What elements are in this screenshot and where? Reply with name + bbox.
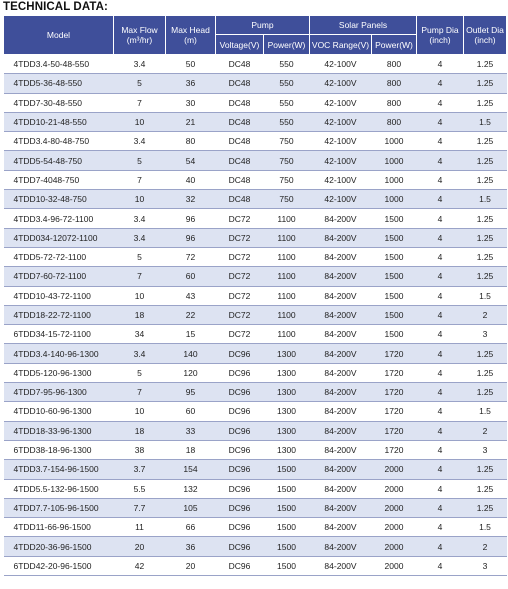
cell-model: 4TDD18-22-72-1100	[4, 305, 114, 324]
cell-panel-power: 800	[372, 55, 417, 74]
cell-voltage: DC72	[216, 305, 264, 324]
header-solar-panels: Solar Panels	[310, 16, 417, 35]
table-row	[4, 247, 507, 266]
cell-voc-range: 42-100V	[310, 74, 372, 93]
table-row	[4, 267, 507, 286]
table-row	[4, 74, 507, 93]
cell-max-flow: 7	[114, 383, 166, 402]
cell-pump-dia: 4	[417, 363, 464, 382]
cell-voltage: DC96	[216, 440, 264, 459]
cell-model: 6TDD38-18-96-1300	[4, 440, 114, 459]
cell-pump-dia: 4	[417, 518, 464, 537]
cell-max-head: 54	[166, 151, 216, 170]
table-row	[4, 228, 507, 247]
table-row	[4, 286, 507, 305]
header-max-flow: Max Flow (m³/hr)	[114, 16, 166, 55]
cell-panel-power: 1720	[372, 440, 417, 459]
cell-max-head: 120	[166, 363, 216, 382]
cell-outlet-dia: 2	[464, 537, 507, 556]
cell-outlet-dia: 1.25	[464, 55, 507, 74]
cell-max-flow: 34	[114, 325, 166, 344]
cell-model: 6TDD42-20-96-1500	[4, 556, 114, 575]
table-row	[4, 460, 507, 479]
cell-pump-dia: 4	[417, 498, 464, 517]
header-max-head: Max Head (m)	[166, 16, 216, 55]
cell-max-head: 36	[166, 74, 216, 93]
cell-model: 4TDD10-32-48-750	[4, 190, 114, 209]
cell-panel-power: 1500	[372, 228, 417, 247]
cell-model: 4TDD7.7-105-96-1500	[4, 498, 114, 517]
cell-outlet-dia: 1.5	[464, 190, 507, 209]
cell-pump-power: 1500	[264, 498, 310, 517]
cell-pump-power: 550	[264, 55, 310, 74]
cell-pump-power: 1300	[264, 402, 310, 421]
cell-max-flow: 3.7	[114, 460, 166, 479]
cell-voltage: DC96	[216, 344, 264, 363]
cell-max-head: 32	[166, 190, 216, 209]
table-row	[4, 305, 507, 324]
cell-outlet-dia: 1.25	[464, 74, 507, 93]
cell-voc-range: 84-200V	[310, 421, 372, 440]
cell-model: 4TDD5-36-48-550	[4, 74, 114, 93]
cell-pump-dia: 4	[417, 170, 464, 189]
cell-pump-dia: 4	[417, 247, 464, 266]
cell-pump-dia: 4	[417, 537, 464, 556]
cell-voc-range: 42-100V	[310, 132, 372, 151]
cell-pump-dia: 4	[417, 228, 464, 247]
cell-voc-range: 84-200V	[310, 537, 372, 556]
cell-outlet-dia: 1.25	[464, 498, 507, 517]
cell-voc-range: 84-200V	[310, 228, 372, 247]
cell-panel-power: 1720	[372, 402, 417, 421]
cell-outlet-dia: 3	[464, 556, 507, 575]
cell-pump-dia: 4	[417, 325, 464, 344]
cell-pump-dia: 4	[417, 132, 464, 151]
cell-outlet-dia: 1.25	[464, 132, 507, 151]
cell-panel-power: 2000	[372, 460, 417, 479]
table-row	[4, 132, 507, 151]
cell-pump-dia: 4	[417, 151, 464, 170]
cell-voltage: DC48	[216, 190, 264, 209]
cell-outlet-dia: 2	[464, 305, 507, 324]
cell-model: 4TDD3.4-80-48-750	[4, 132, 114, 151]
cell-voltage: DC96	[216, 460, 264, 479]
cell-model: 4TDD10-60-96-1300	[4, 402, 114, 421]
header-pump-power: Power(W)	[264, 35, 310, 55]
cell-pump-power: 1300	[264, 363, 310, 382]
cell-pump-power: 1100	[264, 305, 310, 324]
cell-pump-dia: 4	[417, 74, 464, 93]
cell-max-flow: 42	[114, 556, 166, 575]
cell-max-flow: 10	[114, 112, 166, 131]
cell-outlet-dia: 2	[464, 421, 507, 440]
cell-max-head: 21	[166, 112, 216, 131]
cell-max-flow: 7	[114, 267, 166, 286]
cell-model: 4TDD5-72-72-1100	[4, 247, 114, 266]
cell-panel-power: 2000	[372, 479, 417, 498]
cell-model: 4TDD3.4-140-96-1300	[4, 344, 114, 363]
cell-max-flow: 20	[114, 537, 166, 556]
cell-voltage: DC96	[216, 479, 264, 498]
header-voltage: Voltage(V)	[216, 35, 264, 55]
cell-max-head: 105	[166, 498, 216, 517]
header-voc-range: VOC Range(V)	[310, 35, 372, 55]
cell-panel-power: 1720	[372, 344, 417, 363]
cell-pump-power: 1100	[264, 247, 310, 266]
cell-outlet-dia: 1.25	[464, 209, 507, 228]
cell-panel-power: 800	[372, 93, 417, 112]
table-row	[4, 93, 507, 112]
cell-panel-power: 1500	[372, 267, 417, 286]
cell-max-flow: 5.5	[114, 479, 166, 498]
cell-model: 4TDD3.7-154-96-1500	[4, 460, 114, 479]
cell-max-flow: 7	[114, 93, 166, 112]
page-heading: TECHNICAL DATA:	[3, 1, 108, 13]
cell-max-head: 60	[166, 402, 216, 421]
cell-max-flow: 5	[114, 247, 166, 266]
table-row	[4, 440, 507, 459]
cell-pump-dia: 4	[417, 305, 464, 324]
cell-pump-power: 1100	[264, 209, 310, 228]
cell-pump-dia: 4	[417, 267, 464, 286]
cell-panel-power: 2000	[372, 537, 417, 556]
cell-panel-power: 2000	[372, 556, 417, 575]
cell-pump-power: 1100	[264, 267, 310, 286]
cell-pump-dia: 4	[417, 421, 464, 440]
cell-pump-power: 550	[264, 93, 310, 112]
cell-voltage: DC72	[216, 247, 264, 266]
table-row	[4, 325, 507, 344]
cell-outlet-dia: 1.25	[464, 344, 507, 363]
cell-model: 4TDD7-95-96-1300	[4, 383, 114, 402]
cell-max-head: 33	[166, 421, 216, 440]
cell-voc-range: 84-200V	[310, 383, 372, 402]
cell-voltage: DC96	[216, 421, 264, 440]
cell-pump-dia: 4	[417, 112, 464, 131]
cell-voltage: DC96	[216, 363, 264, 382]
cell-outlet-dia: 1.5	[464, 518, 507, 537]
table-row	[4, 363, 507, 382]
cell-panel-power: 1000	[372, 170, 417, 189]
cell-pump-power: 1300	[264, 344, 310, 363]
header-panel-power: Power(W)	[372, 35, 417, 55]
cell-panel-power: 1000	[372, 132, 417, 151]
cell-outlet-dia: 3	[464, 440, 507, 459]
cell-panel-power: 2000	[372, 518, 417, 537]
cell-outlet-dia: 1.25	[464, 228, 507, 247]
table-row	[4, 518, 507, 537]
cell-voc-range: 84-200V	[310, 402, 372, 421]
cell-panel-power: 1500	[372, 286, 417, 305]
cell-model: 4TDD7-60-72-1100	[4, 267, 114, 286]
cell-voltage: DC48	[216, 112, 264, 131]
cell-model: 4TDD20-36-96-1500	[4, 537, 114, 556]
cell-pump-power: 1100	[264, 228, 310, 247]
cell-max-flow: 3.4	[114, 55, 166, 74]
cell-voc-range: 84-200V	[310, 556, 372, 575]
cell-voltage: DC72	[216, 228, 264, 247]
cell-max-head: 43	[166, 286, 216, 305]
cell-pump-power: 1300	[264, 421, 310, 440]
cell-voltage: DC72	[216, 267, 264, 286]
cell-max-head: 18	[166, 440, 216, 459]
cell-pump-power: 1500	[264, 518, 310, 537]
cell-max-flow: 11	[114, 518, 166, 537]
cell-pump-dia: 4	[417, 286, 464, 305]
cell-pump-power: 750	[264, 151, 310, 170]
cell-panel-power: 1500	[372, 247, 417, 266]
header-outlet-dia: Outlet Dia (inch)	[464, 16, 507, 55]
header-pump: Pump	[216, 16, 310, 35]
cell-voc-range: 84-200V	[310, 479, 372, 498]
cell-max-head: 60	[166, 267, 216, 286]
cell-model: 4TDD18-33-96-1300	[4, 421, 114, 440]
cell-model: 4TDD10-21-48-550	[4, 112, 114, 131]
cell-panel-power: 2000	[372, 498, 417, 517]
cell-model: 4TDD5-120-96-1300	[4, 363, 114, 382]
cell-pump-dia: 4	[417, 383, 464, 402]
cell-max-flow: 10	[114, 286, 166, 305]
cell-panel-power: 1000	[372, 151, 417, 170]
table-header	[4, 16, 507, 55]
cell-voltage: DC96	[216, 556, 264, 575]
table-row	[4, 344, 507, 363]
cell-outlet-dia: 1.25	[464, 267, 507, 286]
cell-max-head: 132	[166, 479, 216, 498]
cell-pump-power: 1100	[264, 325, 310, 344]
cell-pump-dia: 4	[417, 209, 464, 228]
cell-voltage: DC96	[216, 498, 264, 517]
cell-max-head: 72	[166, 247, 216, 266]
cell-model: 4TDD10-43-72-1100	[4, 286, 114, 305]
cell-max-head: 30	[166, 93, 216, 112]
cell-voc-range: 84-200V	[310, 460, 372, 479]
cell-voltage: DC72	[216, 325, 264, 344]
cell-max-flow: 18	[114, 421, 166, 440]
cell-panel-power: 1720	[372, 363, 417, 382]
cell-max-flow: 3.4	[114, 132, 166, 151]
cell-voltage: DC48	[216, 170, 264, 189]
cell-voc-range: 84-200V	[310, 498, 372, 517]
cell-pump-dia: 4	[417, 479, 464, 498]
cell-outlet-dia: 1.5	[464, 286, 507, 305]
cell-pump-dia: 4	[417, 55, 464, 74]
cell-voc-range: 84-200V	[310, 247, 372, 266]
cell-voltage: DC96	[216, 537, 264, 556]
table-body	[4, 55, 507, 576]
cell-outlet-dia: 1.25	[464, 170, 507, 189]
cell-pump-power: 1300	[264, 383, 310, 402]
cell-max-head: 22	[166, 305, 216, 324]
cell-panel-power: 800	[372, 112, 417, 131]
table-row	[4, 55, 507, 74]
cell-pump-dia: 4	[417, 344, 464, 363]
cell-voc-range: 84-200V	[310, 344, 372, 363]
cell-voc-range: 84-200V	[310, 440, 372, 459]
header-pump-dia: Pump Dia (inch)	[417, 16, 464, 55]
cell-pump-power: 1500	[264, 479, 310, 498]
cell-outlet-dia: 1.5	[464, 402, 507, 421]
cell-max-flow: 38	[114, 440, 166, 459]
cell-max-head: 154	[166, 460, 216, 479]
cell-voltage: DC48	[216, 132, 264, 151]
cell-model: 6TDD34-15-72-1100	[4, 325, 114, 344]
cell-voltage: DC48	[216, 93, 264, 112]
cell-voc-range: 42-100V	[310, 151, 372, 170]
cell-pump-dia: 4	[417, 402, 464, 421]
cell-outlet-dia: 3	[464, 325, 507, 344]
cell-voc-range: 84-200V	[310, 286, 372, 305]
cell-model: 4TDD7-30-48-550	[4, 93, 114, 112]
cell-voltage: DC96	[216, 383, 264, 402]
table-row	[4, 537, 507, 556]
technical-data-table	[3, 15, 507, 576]
table-row	[4, 383, 507, 402]
cell-pump-dia: 4	[417, 440, 464, 459]
cell-outlet-dia: 1.25	[464, 479, 507, 498]
cell-max-head: 50	[166, 55, 216, 74]
cell-max-head: 140	[166, 344, 216, 363]
cell-max-head: 80	[166, 132, 216, 151]
cell-pump-dia: 4	[417, 190, 464, 209]
cell-voltage: DC72	[216, 286, 264, 305]
cell-voltage: DC48	[216, 55, 264, 74]
cell-voltage: DC96	[216, 402, 264, 421]
cell-voc-range: 84-200V	[310, 325, 372, 344]
cell-pump-dia: 4	[417, 556, 464, 575]
cell-voc-range: 42-100V	[310, 55, 372, 74]
cell-outlet-dia: 1.5	[464, 112, 507, 131]
cell-panel-power: 1500	[372, 305, 417, 324]
cell-panel-power: 1720	[372, 383, 417, 402]
cell-pump-power: 1500	[264, 537, 310, 556]
cell-voc-range: 42-100V	[310, 170, 372, 189]
cell-pump-power: 750	[264, 170, 310, 189]
cell-max-head: 96	[166, 209, 216, 228]
cell-max-head: 96	[166, 228, 216, 247]
cell-max-head: 40	[166, 170, 216, 189]
cell-model: 4TDD3.4-96-72-1100	[4, 209, 114, 228]
cell-model: 4TDD5-54-48-750	[4, 151, 114, 170]
cell-max-head: 20	[166, 556, 216, 575]
cell-max-flow: 18	[114, 305, 166, 324]
cell-max-flow: 5	[114, 151, 166, 170]
cell-voc-range: 42-100V	[310, 190, 372, 209]
cell-max-head: 36	[166, 537, 216, 556]
cell-pump-power: 550	[264, 112, 310, 131]
cell-model: 4TDD5.5-132-96-1500	[4, 479, 114, 498]
cell-voc-range: 42-100V	[310, 112, 372, 131]
cell-pump-power: 1100	[264, 286, 310, 305]
table-row	[4, 151, 507, 170]
cell-model: 4TDD3.4-50-48-550	[4, 55, 114, 74]
cell-outlet-dia: 1.25	[464, 460, 507, 479]
table-row	[4, 498, 507, 517]
cell-max-flow: 3.4	[114, 228, 166, 247]
cell-pump-dia: 4	[417, 460, 464, 479]
table-row	[4, 479, 507, 498]
cell-pump-power: 550	[264, 74, 310, 93]
cell-model: 4TDD7-4048-750	[4, 170, 114, 189]
cell-max-head: 15	[166, 325, 216, 344]
cell-max-head: 95	[166, 383, 216, 402]
cell-model: 4TDD034-12072-1100	[4, 228, 114, 247]
cell-voc-range: 84-200V	[310, 518, 372, 537]
cell-outlet-dia: 1.25	[464, 151, 507, 170]
cell-voltage: DC72	[216, 209, 264, 228]
cell-model: 4TDD11-66-96-1500	[4, 518, 114, 537]
cell-max-flow: 7	[114, 170, 166, 189]
cell-voltage: DC48	[216, 151, 264, 170]
cell-max-flow: 5	[114, 74, 166, 93]
cell-voc-range: 84-200V	[310, 267, 372, 286]
cell-max-flow: 10	[114, 190, 166, 209]
cell-voc-range: 84-200V	[310, 209, 372, 228]
cell-max-flow: 10	[114, 402, 166, 421]
cell-pump-power: 1300	[264, 440, 310, 459]
cell-max-head: 66	[166, 518, 216, 537]
cell-voc-range: 84-200V	[310, 363, 372, 382]
table-row	[4, 170, 507, 189]
cell-voc-range: 84-200V	[310, 305, 372, 324]
cell-pump-power: 1500	[264, 556, 310, 575]
table-row	[4, 112, 507, 131]
cell-voltage: DC96	[216, 518, 264, 537]
cell-max-flow: 3.4	[114, 344, 166, 363]
cell-pump-power: 750	[264, 132, 310, 151]
cell-outlet-dia: 1.25	[464, 247, 507, 266]
cell-pump-dia: 4	[417, 93, 464, 112]
table-row	[4, 190, 507, 209]
header-model: Model	[4, 16, 114, 55]
table-row	[4, 209, 507, 228]
table-row	[4, 556, 507, 575]
cell-max-flow: 5	[114, 363, 166, 382]
cell-outlet-dia: 1.25	[464, 93, 507, 112]
cell-outlet-dia: 1.25	[464, 383, 507, 402]
cell-max-flow: 7.7	[114, 498, 166, 517]
cell-panel-power: 1000	[372, 190, 417, 209]
table-row	[4, 421, 507, 440]
cell-panel-power: 800	[372, 74, 417, 93]
cell-pump-power: 750	[264, 190, 310, 209]
table-row	[4, 402, 507, 421]
cell-pump-power: 1500	[264, 460, 310, 479]
cell-panel-power: 1500	[372, 325, 417, 344]
cell-panel-power: 1720	[372, 421, 417, 440]
cell-outlet-dia: 1.25	[464, 363, 507, 382]
cell-panel-power: 1500	[372, 209, 417, 228]
cell-voltage: DC48	[216, 74, 264, 93]
cell-max-flow: 3.4	[114, 209, 166, 228]
cell-voc-range: 42-100V	[310, 93, 372, 112]
